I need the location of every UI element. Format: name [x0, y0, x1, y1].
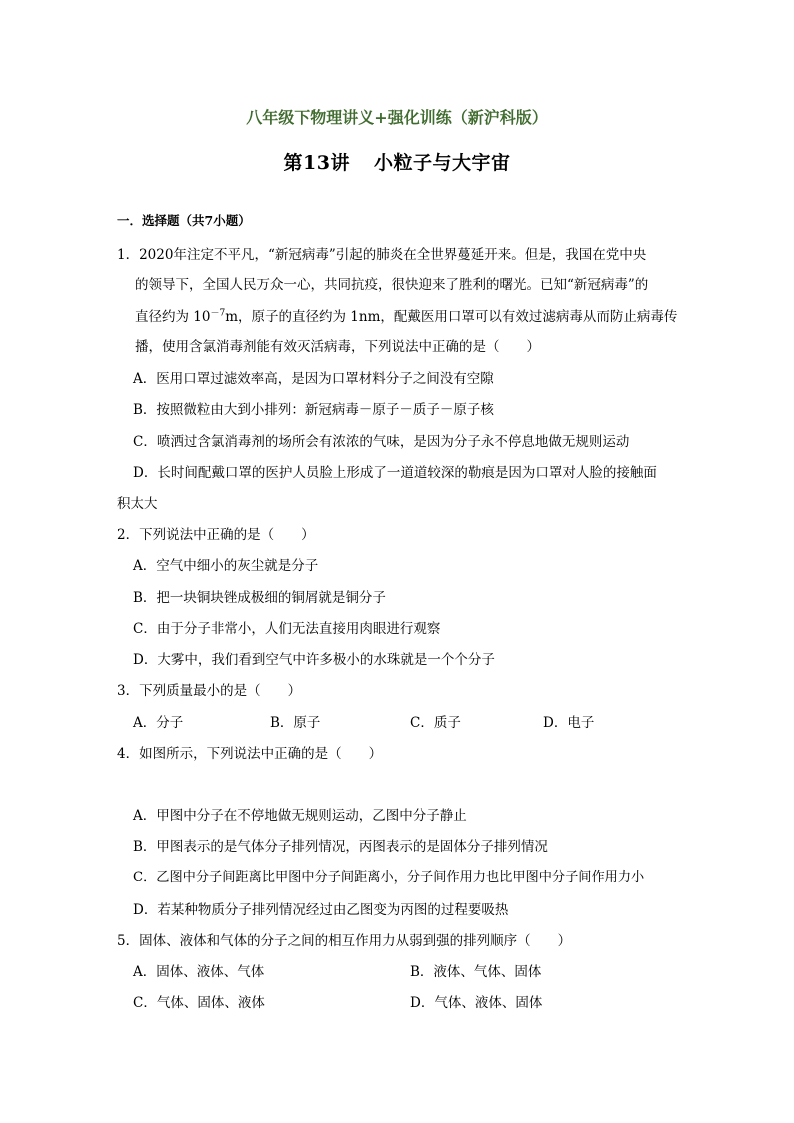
lesson-name: 小粒子与大宇宙: [373, 152, 511, 174]
option-b: B．原子: [270, 715, 321, 731]
question-1-line-4: 播，使用含氯消毒剂能有效灭活病毒，下列说法中正确的是（ ）: [135, 339, 540, 355]
option-d: D．长时间配戴口罩的医护人员脸上形成了一道道较深的勒痕是因为口罩对人脸的接触面: [133, 465, 657, 481]
question-text: 固体、液体和气体的分子之间的相互作用力从弱到强的排列顺序（ ）: [139, 933, 572, 949]
option-d: D．大雾中，我们看到空气中许多极小的水珠就是一个个分子: [133, 652, 495, 668]
option-b: B．甲图表示的是气体分子排列情况，丙图表示的是固体分子排列情况: [133, 839, 548, 855]
question-2-stem: [117, 523, 315, 543]
option-b: B．把一块铜块锉成极细的铜屑就是铜分子: [133, 590, 386, 606]
question-number: 5．: [117, 933, 140, 949]
exponent: －7: [210, 308, 226, 319]
option-d: D．气体、液体、固体: [410, 995, 543, 1011]
question-1-line-2: 的领导下，全国人民万众一心，共同抗疫，很快迎来了胜利的曙光。已知“新冠病毒”的: [135, 277, 649, 293]
option-a: A．医用口罩过滤效率高，是因为口罩材料分子之间没有空隙: [133, 371, 494, 387]
question-4-stem: [117, 742, 382, 762]
section-heading: 一．选择题（共7小题）: [117, 213, 251, 228]
question-text: 直径约为 10: [135, 309, 211, 325]
question-number: 1．: [117, 247, 140, 263]
question-text: 2020年注定不平凡，“新冠病毒”引起的肺炎在全世界蔓延开来。但是，我国在党中央: [139, 247, 647, 263]
option-a: A．分子: [133, 715, 184, 731]
question-number: 2．: [117, 527, 140, 543]
series-title: 八年级下物理讲义+强化训练（新沪科版）: [246, 108, 548, 127]
option-d: D．电子: [543, 715, 595, 731]
question-number: 3．: [117, 683, 140, 699]
option-b: B．液体、气体、固体: [410, 964, 542, 980]
option-c: C．喷洒过含氯消毒剂的场所会有浓浓的气味，是因为分子永不停息地做无规则运动: [133, 434, 630, 450]
question-text: m，原子的直径约为 1nm，配戴医用口罩可以有效过滤病毒从而防止病毒传: [225, 309, 678, 325]
option-b: B．按照微粒由大到小排列：新冠病毒－原子－质子－原子核: [133, 402, 494, 418]
question-text: 如图所示，下列说法中正确的是（ ）: [139, 746, 383, 762]
question-5-stem: [117, 929, 571, 949]
question-3-stem: [117, 679, 301, 699]
option-a: A．空气中细小的灰尘就是分子: [133, 558, 319, 574]
option-d-continued: 积太大: [117, 496, 158, 512]
question-number: 4．: [117, 746, 140, 762]
option-a: A．固体、液体、气体: [133, 964, 265, 980]
question-1-line-1: [117, 243, 646, 263]
option-a: A．甲图中分子在不停地做无规则运动，乙图中分子静止: [133, 808, 467, 824]
option-d: D．若某种物质分子排列情况经过由乙图变为丙图的过程要吸热: [133, 902, 509, 918]
question-1-line-3: [135, 305, 677, 325]
option-c: C．乙图中分子间距离比甲图中分子间距离小，分子间作用力也比甲图中分子间作用力小: [133, 870, 645, 885]
question-text: 下列说法中正确的是（ ）: [139, 527, 315, 543]
lesson-number: 第13讲: [283, 152, 350, 174]
question-text: 下列质量最小的是（ ）: [139, 683, 302, 699]
lesson-title: [0, 148, 794, 175]
option-c: C．由于分子非常小，人们无法直接用肉眼进行观察: [133, 621, 441, 637]
option-c: C．气体、固体、液体: [133, 995, 265, 1011]
option-c: C．质子: [410, 715, 461, 731]
